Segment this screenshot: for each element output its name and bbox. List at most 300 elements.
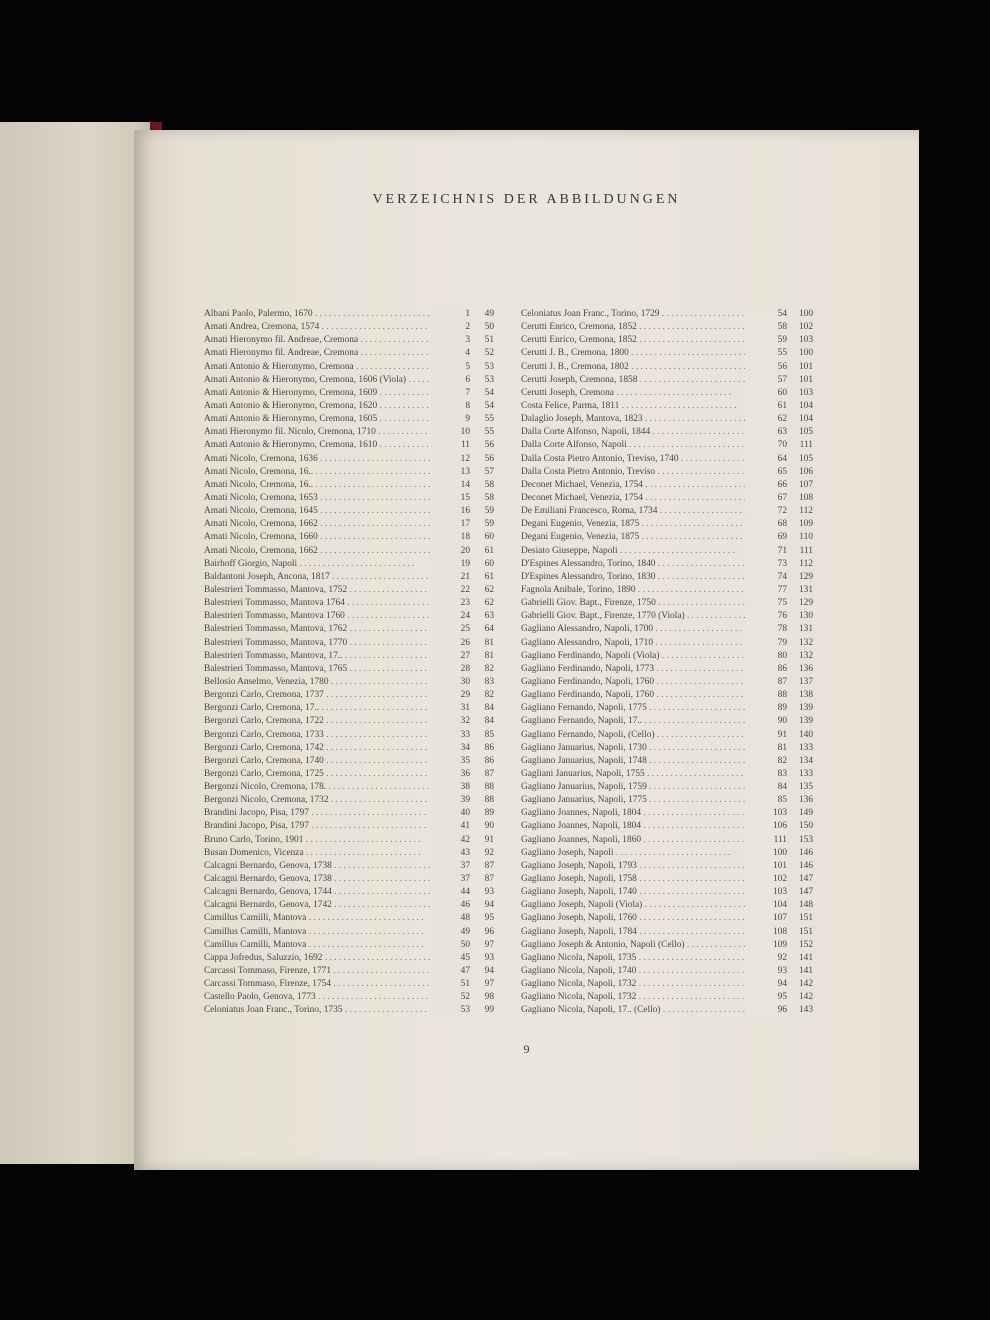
entry-figure-number: 55: [745, 347, 787, 360]
index-entry: [204, 663, 504, 676]
entry-name: Degani Eugenio, Venezia, 1875 . .: [521, 531, 757, 544]
entry-figure-number: 69: [745, 531, 787, 544]
entry-name: Gagliano Fernando, Napoli, 17.. . .: [521, 715, 757, 728]
entry-figure-number: 41: [430, 820, 470, 833]
entry-figure-number: 22: [430, 584, 470, 597]
index-entry: [521, 965, 821, 978]
entry-name: Dalaglio Joseph, Mantova, 1823 . .: [521, 413, 757, 426]
index-entry: [204, 689, 504, 702]
entry-page-number: 87: [484, 768, 494, 779]
entry-page-number: 60: [484, 558, 494, 569]
entry-figure-number: 23: [430, 597, 470, 610]
index-entry: [521, 466, 821, 479]
entry-figure-number: 59: [745, 334, 787, 347]
entry-name: Bruno Carlo, Torino, 1901 . .: [204, 834, 440, 847]
index-entry: [521, 321, 821, 334]
entry-figure-number: 86: [745, 663, 787, 676]
entry-figure-number: 82: [745, 755, 787, 768]
entry-name: Gagliano Fernando, Napoli, (Cello) . .: [521, 729, 757, 742]
entry-name: Amati Hieronymo fil. Nicolo, Cremona, 1710 . .: [204, 426, 440, 439]
entry-figure-number: 84: [745, 781, 787, 794]
entry-figure-number: 43: [430, 847, 470, 860]
entry-name: Gagliano Nicola, Napoli, 1732 . .: [521, 978, 757, 991]
index-entry: [204, 807, 504, 820]
entry-figure-number: 34: [430, 742, 470, 755]
entry-page-number: 95: [484, 913, 494, 924]
entry-page-number: 86: [484, 742, 494, 753]
index-entry: [204, 623, 504, 636]
entry-page-number: 147: [798, 874, 813, 885]
index-entry: [521, 663, 821, 676]
entry-figure-number: 48: [430, 912, 470, 925]
entry-figure-number: 47: [430, 965, 470, 978]
entry-name: Bergonzi Carlo, Cremona, 1733 . .: [204, 729, 440, 742]
entry-name: Balestrieri Tommasso, Mantova, 1765 . .: [204, 663, 440, 676]
entry-page-number: 112: [799, 558, 813, 569]
index-entry: [204, 1004, 504, 1017]
index-entry: [204, 453, 504, 466]
index-entry: [521, 807, 821, 820]
entry-figure-number: 56: [745, 361, 787, 374]
entry-name: Amati Antonio & Hieronymo, Cremona, 1605 . .: [204, 413, 440, 426]
index-entry: [204, 742, 504, 755]
index-entry: [521, 939, 821, 952]
entry-figure-number: 96: [745, 1004, 787, 1017]
entry-name: Dalla Corte Alfonso, Napoli, 1844 . .: [521, 426, 757, 439]
entry-figure-number: 94: [745, 978, 787, 991]
index-entry: [204, 387, 504, 400]
index-entry: [204, 702, 504, 715]
entry-figure-number: 19: [430, 558, 470, 571]
book-page: [134, 130, 919, 1170]
entry-page-number: 88: [484, 782, 494, 793]
index-entry: [521, 834, 821, 847]
entry-page-number: 135: [798, 782, 813, 793]
index-entry: [204, 715, 504, 728]
index-entry: [204, 413, 504, 426]
entry-name: Gagliano Ferdinando, Napoli, 1760 . .: [521, 689, 757, 702]
entry-name: Gagliano Joseph, Napoli, 1740 . .: [521, 886, 757, 899]
index-entry: [521, 860, 821, 873]
entry-name: Carcassi Tommaso, Firenze, 1754 . .: [204, 978, 440, 991]
entry-name: Amati Antonio & Hieronymo, Cremona, 1620 . .: [204, 400, 440, 413]
entry-page-number: 97: [484, 939, 494, 950]
entry-figure-number: 78: [745, 623, 787, 636]
index-entry: [204, 860, 504, 873]
entry-page-number: 56: [484, 440, 494, 451]
entry-figure-number: 36: [430, 768, 470, 781]
entry-figure-number: 66: [745, 479, 787, 492]
entry-name: Degani Eugenio, Venezia, 1875 . .: [521, 518, 757, 531]
entry-figure-number: 30: [430, 676, 470, 689]
index-entry: [521, 347, 821, 360]
index-entry: [521, 689, 821, 702]
index-entry: [204, 518, 504, 531]
entry-figure-number: 37: [430, 860, 470, 873]
entry-name: De Emiliani Francesco, Roma, 1734 . .: [521, 505, 757, 518]
entry-page-number: 141: [798, 966, 813, 977]
entry-name: Amati Nicolo, Cremona, 16.. . .: [204, 466, 440, 479]
index-entry: [204, 505, 504, 518]
index-entry: [521, 400, 821, 413]
entry-figure-number: 79: [745, 637, 787, 650]
entry-figure-number: 111: [745, 834, 787, 847]
entry-name: Balestrieri Tommasso, Mantova, 17.. . .: [204, 650, 440, 663]
entry-page-number: 146: [798, 860, 813, 871]
entry-page-number: 59: [484, 506, 494, 517]
entry-figure-number: 65: [745, 466, 787, 479]
entry-page-number: 130: [798, 611, 813, 622]
entry-figure-number: 77: [745, 584, 787, 597]
entry-figure-number: 60: [745, 387, 787, 400]
index-entry: [521, 531, 821, 544]
index-entry: [204, 965, 504, 978]
entry-name: Gagliano Nicola, Napoli, 1740 . .: [521, 965, 757, 978]
entry-page-number: 85: [484, 729, 494, 740]
index-entry: [204, 571, 504, 584]
entry-name: Gagliano Joseph, Napoli (Viola) . .: [521, 899, 757, 912]
index-entry: [521, 637, 821, 650]
index-entry: [521, 334, 821, 347]
entry-page-number: 109: [798, 519, 813, 530]
index-entry: [204, 334, 504, 347]
index-entry: [521, 492, 821, 505]
entry-name: Amati Hieronymo fil. Andreae, Cremona . .: [204, 347, 440, 360]
entry-figure-number: 57: [745, 374, 787, 387]
entry-page-number: 55: [484, 414, 494, 425]
entry-name: Amati Nicolo, Cremona, 1660 . .: [204, 531, 440, 544]
index-entry: [521, 571, 821, 584]
entry-name: Amati Antonio & Hieronymo, Cremona . .: [204, 361, 440, 374]
entry-page-number: 60: [484, 532, 494, 543]
entry-page-number: 82: [484, 690, 494, 701]
entry-page-number: 104: [798, 400, 813, 411]
entry-page-number: 110: [799, 532, 813, 543]
index-entry: [521, 978, 821, 991]
entry-page-number: 82: [484, 663, 494, 674]
entry-figure-number: 68: [745, 518, 787, 531]
entry-figure-number: 109: [745, 939, 787, 952]
entry-figure-number: 63: [745, 426, 787, 439]
entry-page-number: 98: [484, 992, 494, 1003]
entry-page-number: 53: [484, 374, 494, 385]
entry-name: D'Espines Alessandro, Torino, 1840 . .: [521, 558, 757, 571]
entry-name: Gagliano Ferdinando, Napoli, 1760 . .: [521, 676, 757, 689]
entry-figure-number: 103: [745, 886, 787, 899]
entry-page-number: 107: [798, 479, 813, 490]
index-entry: [204, 794, 504, 807]
index-entry: [204, 952, 504, 965]
entry-name: Bergonzi Carlo, Cremona, 1725 . .: [204, 768, 440, 781]
index-entry: [521, 426, 821, 439]
entry-page-number: 105: [798, 453, 813, 464]
entry-name: Gagliano Januarius, Napoli, 1748 . .: [521, 755, 757, 768]
entry-name: Cerutti Joseph, Cremona, 1858 . .: [521, 374, 757, 387]
entry-page-number: 131: [798, 624, 813, 635]
entry-name: Gabrielli Giov. Bapt., Firenze, 1750 . .: [521, 597, 757, 610]
index-entry: [204, 558, 504, 571]
entry-figure-number: 81: [745, 742, 787, 755]
entry-name: Dalla Costa Pietro Antonio, Treviso . .: [521, 466, 757, 479]
entry-figure-number: 49: [430, 926, 470, 939]
entry-page-number: 148: [798, 900, 813, 911]
entry-figure-number: 33: [430, 729, 470, 742]
entry-name: Amati Nicolo, Cremona, 1645 . .: [204, 505, 440, 518]
entry-figure-number: 15: [430, 492, 470, 505]
entry-figure-number: 31: [430, 702, 470, 715]
index-entry: [204, 400, 504, 413]
entry-figure-number: 32: [430, 715, 470, 728]
entry-page-number: 138: [798, 690, 813, 701]
index-entry: [204, 479, 504, 492]
entry-name: Dalla Costa Pietro Antonio, Treviso, 1740 . .: [521, 453, 757, 466]
entry-page-number: 62: [484, 598, 494, 609]
entry-page-number: 50: [484, 322, 494, 333]
entry-name: Brandini Jacopo, Pisa, 1797 . .: [204, 807, 440, 820]
index-entry: [204, 584, 504, 597]
entry-name: Gagliano Fernando, Napoli, 1775 . .: [521, 702, 757, 715]
entry-page-number: 51: [484, 335, 494, 346]
entry-name: Gagliano Nicola, Napoli, 1735 . .: [521, 952, 757, 965]
index-entry: [204, 466, 504, 479]
entry-page-number: 133: [798, 768, 813, 779]
index-entry: [521, 926, 821, 939]
entry-page-number: 64: [484, 624, 494, 635]
entry-name: Baldantoni Joseph, Ancona, 1817 . .: [204, 571, 440, 584]
entry-name: Celoniatus Joan Franc., Torino, 1735 . .: [204, 1004, 440, 1017]
entry-figure-number: 9: [430, 413, 470, 426]
entry-figure-number: 93: [745, 965, 787, 978]
entry-figure-number: 46: [430, 899, 470, 912]
entry-figure-number: 29: [430, 689, 470, 702]
entry-page-number: 129: [798, 598, 813, 609]
entry-name: Balestrieri Tommasso, Mantova 1760 . .: [204, 610, 440, 623]
entry-figure-number: 91: [745, 729, 787, 742]
index-entry: [204, 361, 504, 374]
index-entry: [204, 308, 504, 321]
entry-name: Camillus Camilli, Mantova . .: [204, 912, 440, 925]
entry-name: Amati Nicolo, Cremona, 1653 . .: [204, 492, 440, 505]
entry-page-number: 101: [798, 374, 813, 385]
entry-page-number: 100: [798, 348, 813, 359]
index-entry: [204, 781, 504, 794]
entry-page-number: 49: [484, 309, 494, 319]
index-entry: [521, 991, 821, 1004]
entry-figure-number: 50: [430, 939, 470, 952]
index-entry: [204, 531, 504, 544]
entry-name: Bergonzi Carlo, Cremona, 17.. . .: [204, 702, 440, 715]
entry-page-number: 88: [484, 795, 494, 806]
entry-name: Bellosio Anselmo, Venezia, 1780 . .: [204, 676, 440, 689]
index-entry: [204, 978, 504, 991]
entry-page-number: 63: [484, 611, 494, 622]
index-entry: [521, 453, 821, 466]
entry-page-number: 106: [798, 466, 813, 477]
index-entry: [521, 755, 821, 768]
entry-page-number: 81: [484, 650, 494, 661]
entry-name: Brandini Jacopo, Pisa, 1797 . .: [204, 820, 440, 833]
entry-figure-number: 73: [745, 558, 787, 571]
entry-name: Costa Felice, Parma, 1811 . .: [521, 400, 757, 413]
index-entry: [521, 545, 821, 558]
entry-name: Gagliano Joseph, Napoli, 1758 . .: [521, 873, 757, 886]
entry-figure-number: 83: [745, 768, 787, 781]
index-entry: [521, 584, 821, 597]
entry-figure-number: 92: [745, 952, 787, 965]
entry-figure-number: 51: [430, 978, 470, 991]
index-entry: [521, 729, 821, 742]
entry-figure-number: 21: [430, 571, 470, 584]
page-number: 9: [523, 1042, 530, 1056]
entry-figure-number: 70: [745, 439, 787, 452]
entry-figure-number: 107: [745, 912, 787, 925]
index-entry: [204, 426, 504, 439]
entry-page-number: 54: [484, 387, 494, 398]
entry-page-number: 84: [484, 716, 494, 727]
entry-page-number: 147: [798, 887, 813, 898]
entry-page-number: 84: [484, 703, 494, 714]
entry-figure-number: 61: [745, 400, 787, 413]
index-entry: [204, 899, 504, 912]
entry-name: Gagliano Alessandro, Napoli, 1700 . .: [521, 623, 757, 636]
entry-page-number: 52: [484, 348, 494, 359]
entry-name: Cerutti Enrico, Cremona, 1852 . .: [521, 334, 757, 347]
entry-name: Gabrielli Giov. Bapt., Firenze, 1770 (Viola) . .: [521, 610, 757, 623]
entry-page-number: 151: [798, 926, 813, 937]
entry-page-number: 112: [799, 506, 813, 517]
entry-page-number: 139: [798, 703, 813, 714]
entry-page-number: 58: [484, 492, 494, 503]
entry-page-number: 56: [484, 453, 494, 464]
entry-name: Calcagni Bernardo, Genova, 1744 . .: [204, 886, 440, 899]
entry-figure-number: 54: [745, 308, 787, 321]
entry-name: Amati Andrea, Cremona, 1574 . .: [204, 321, 440, 334]
entry-figure-number: 12: [430, 453, 470, 466]
entry-figure-number: 67: [745, 492, 787, 505]
entry-page-number: 143: [798, 1005, 813, 1016]
entry-page-number: 90: [484, 821, 494, 832]
entry-figure-number: 25: [430, 623, 470, 636]
entry-figure-number: 39: [430, 794, 470, 807]
entry-figure-number: 3: [430, 334, 470, 347]
index-entry: [521, 847, 821, 860]
entry-figure-number: 10: [430, 426, 470, 439]
index-entry: [204, 347, 504, 360]
entry-figure-number: 95: [745, 991, 787, 1004]
entry-figure-number: 100: [745, 847, 787, 860]
index-entry: [204, 847, 504, 860]
entry-name: Bergonzi Carlo, Cremona, 1740 . .: [204, 755, 440, 768]
index-entry: [521, 439, 821, 452]
index-entry: [521, 597, 821, 610]
index-entry: [521, 479, 821, 492]
index-entry: [521, 558, 821, 571]
entry-name: Cappa Jofredus, Saluzzio, 1692 . .: [204, 952, 440, 965]
entry-page-number: 151: [798, 913, 813, 924]
index-entry: [204, 597, 504, 610]
entry-name: Amati Nicolo, Cremona, 1662 . .: [204, 545, 440, 558]
entry-page-number: 89: [484, 808, 494, 819]
index-entry: [204, 912, 504, 925]
entry-figure-number: 16: [430, 505, 470, 518]
index-entry: [521, 899, 821, 912]
entry-name: D'Espines Alessandro, Torino, 1830 . .: [521, 571, 757, 584]
index-entry: [521, 650, 821, 663]
index-entry: [521, 768, 821, 781]
entry-name: Deconet Michael, Venezia, 1754 . .: [521, 479, 757, 492]
entry-name: Camillus Camilli, Mantova . .: [204, 939, 440, 952]
entry-figure-number: 24: [430, 610, 470, 623]
entry-figure-number: 52: [430, 991, 470, 1004]
entry-figure-number: 1: [430, 308, 470, 321]
entry-page-number: 81: [484, 637, 494, 648]
entry-figure-number: 17: [430, 518, 470, 531]
entry-page-number: 142: [798, 979, 813, 990]
entry-page-number: 92: [484, 847, 494, 858]
index-entry: [521, 781, 821, 794]
entry-page-number: 61: [484, 545, 494, 556]
entry-page-number: 93: [484, 952, 494, 963]
entry-name: Gagliano Joseph, Napoli, 1793 . .: [521, 860, 757, 873]
index-entry: [204, 650, 504, 663]
entry-name: Bairhoff Giorgio, Napoli . .: [204, 558, 440, 571]
entry-name: Cerutti J. B., Cremona, 1800 . .: [521, 347, 757, 360]
index-entry: [204, 755, 504, 768]
entry-page-number: 99: [484, 1005, 494, 1016]
entry-name: Amati Nicolo, Cremona, 1636 . .: [204, 453, 440, 466]
index-column-right: [521, 308, 821, 1018]
entry-figure-number: 88: [745, 689, 787, 702]
entry-page-number: 149: [798, 808, 813, 819]
entry-page-number: 129: [798, 571, 813, 582]
entry-page-number: 100: [798, 309, 813, 319]
index-entry: [204, 374, 504, 387]
entry-name: Gagliano Januarius, Napoli, 1730 . .: [521, 742, 757, 755]
index-entry: [521, 623, 821, 636]
entry-figure-number: 27: [430, 650, 470, 663]
entry-page-number: 94: [484, 900, 494, 911]
entry-name: Cerutti Joseph, Cremona . .: [521, 387, 757, 400]
entry-name: Gagliano Joseph & Antonio, Napoli (Cello) . .: [521, 939, 757, 952]
entry-page-number: 61: [484, 571, 494, 582]
entry-name: Amati Hieronymo fil. Andreae, Cremona . .: [204, 334, 440, 347]
index-entry: [521, 308, 821, 321]
entry-page-number: 111: [799, 440, 813, 451]
entry-page-number: 142: [798, 992, 813, 1003]
index-entry: [204, 637, 504, 650]
entry-figure-number: 38: [430, 781, 470, 794]
entry-page-number: 134: [798, 755, 813, 766]
entry-figure-number: 4: [430, 347, 470, 360]
entry-figure-number: 44: [430, 886, 470, 899]
entry-page-number: 102: [798, 322, 813, 333]
entry-figure-number: 106: [745, 820, 787, 833]
index-entry: [521, 518, 821, 531]
entry-name: Bergonzi Carlo, Cremona, 1737 . .: [204, 689, 440, 702]
index-entry: [521, 676, 821, 689]
entry-name: Amati Antonio & Hieronymo, Cremona, 1610 . .: [204, 439, 440, 452]
entry-page-number: 104: [798, 414, 813, 425]
entry-page-number: 54: [484, 400, 494, 411]
entry-figure-number: 62: [745, 413, 787, 426]
entry-figure-number: 5: [430, 361, 470, 374]
entry-figure-number: 103: [745, 807, 787, 820]
index-entry: [204, 873, 504, 886]
entry-figure-number: 64: [745, 453, 787, 466]
entry-figure-number: 28: [430, 663, 470, 676]
index-entry: [521, 952, 821, 965]
entry-figure-number: 6: [430, 374, 470, 387]
